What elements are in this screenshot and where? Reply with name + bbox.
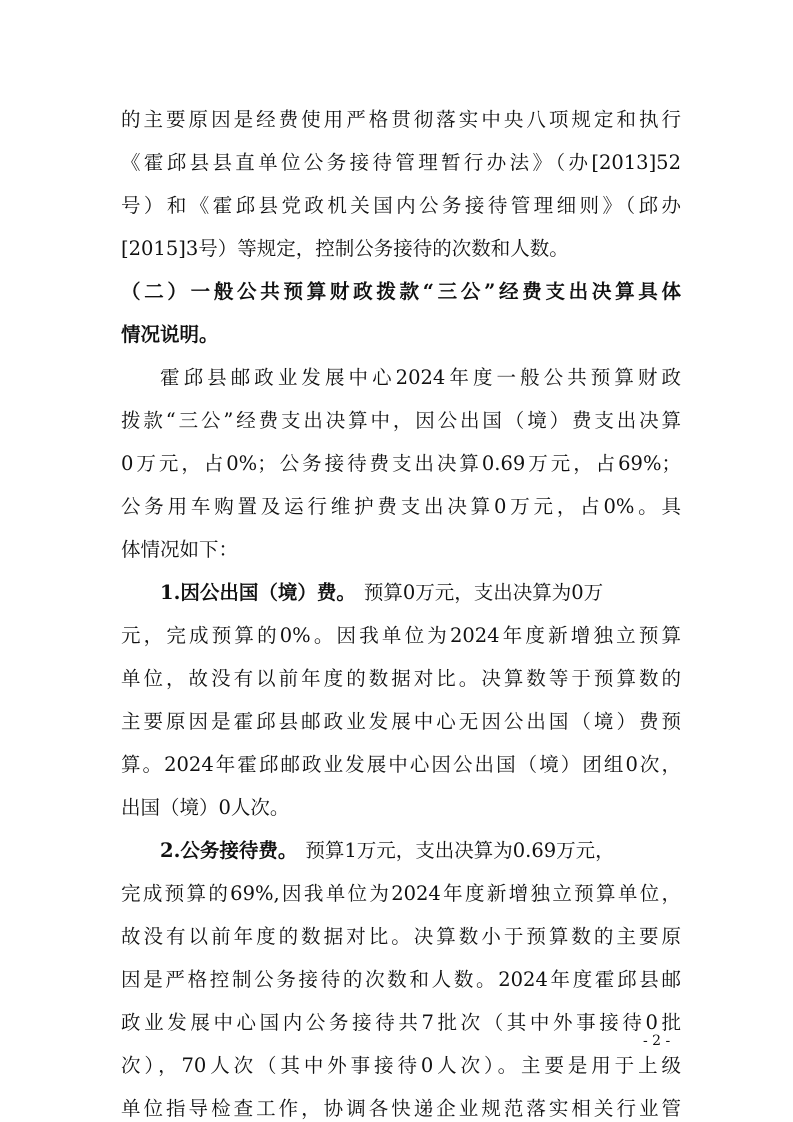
subheading-line <box>160 581 603 605</box>
subheading-reception: 2.公务接待费。 <box>160 839 298 862</box>
body-line: 因是严格控制公务接待的次数和人数。2024年度霍邱县邮 <box>121 968 681 991</box>
subheading-line <box>160 839 615 863</box>
body-line: 故没有以前年度的数据对比。决算数小于预算数的主要原 <box>121 925 681 948</box>
body-line: 单位，故没有以前年度的数据对比。决算数等于预算数的 <box>121 667 681 690</box>
body-line: 算。2024年霍邱邮政业发展中心因公出国（境）团组0次， <box>121 753 681 776</box>
body-line: 主要原因是霍邱县邮政业发展中心无因公出国（境）费预 <box>121 710 681 733</box>
body-line: 的主要原因是经费使用严格贯彻落实中央八项规定和执行 <box>121 108 681 131</box>
body-line: 完成预算的69%,因我单位为2024年度新增独立预算单位， <box>121 882 681 905</box>
body-line: 政业发展中心国内公务接待共7批次（其中外事接待0批 <box>121 1011 681 1034</box>
section-heading-line: （二）一般公共预算财政拨款“三公”经费支出决算具体 <box>121 280 681 303</box>
body-line: 元，完成预算的0%。因我单位为2024年度新增独立预算 <box>121 624 681 647</box>
subheading-travel-abroad: 1.因公出国（境）费。 <box>160 581 356 604</box>
body-line: 体情况如下： <box>121 538 239 561</box>
body-line: 霍邱县邮政业发展中心2024年度一般公共预算财政 <box>160 366 681 389</box>
body-line: 出国（境）0人次。 <box>121 796 290 819</box>
body-line: 0万元，占0%；公务接待费支出决算0.69万元，占69%； <box>121 452 681 475</box>
body-line: 《霍邱县县直单位公务接待管理暂行办法》（办[2013]52 <box>121 151 681 174</box>
body-line: 号）和《霍邱县党政机关国内公务接待管理细则》（邱办 <box>121 194 681 217</box>
body-line: 次），70人次（其中外事接待0人次）。主要是用于上级 <box>121 1054 681 1077</box>
body-line: [2015]3号）等规定，控制公务接待的次数和人数。 <box>121 237 569 260</box>
body-text: 预算0万元，支出决算为0万 <box>363 581 604 604</box>
page-number: - 2 - <box>643 1033 671 1049</box>
body-line: 拨款“三公”经费支出决算中，因公出国（境）费支出决算 <box>121 409 681 432</box>
body-line: 公务用车购置及运行维护费支出决算0万元，占0%。具 <box>121 495 681 518</box>
section-heading-line: 情况说明。 <box>121 323 219 346</box>
body-text: 预算1万元，支出决算为0.69万元， <box>305 839 615 862</box>
body-line: 单位指导检查工作，协调各快递企业规范落实相关行业管 <box>121 1097 681 1120</box>
